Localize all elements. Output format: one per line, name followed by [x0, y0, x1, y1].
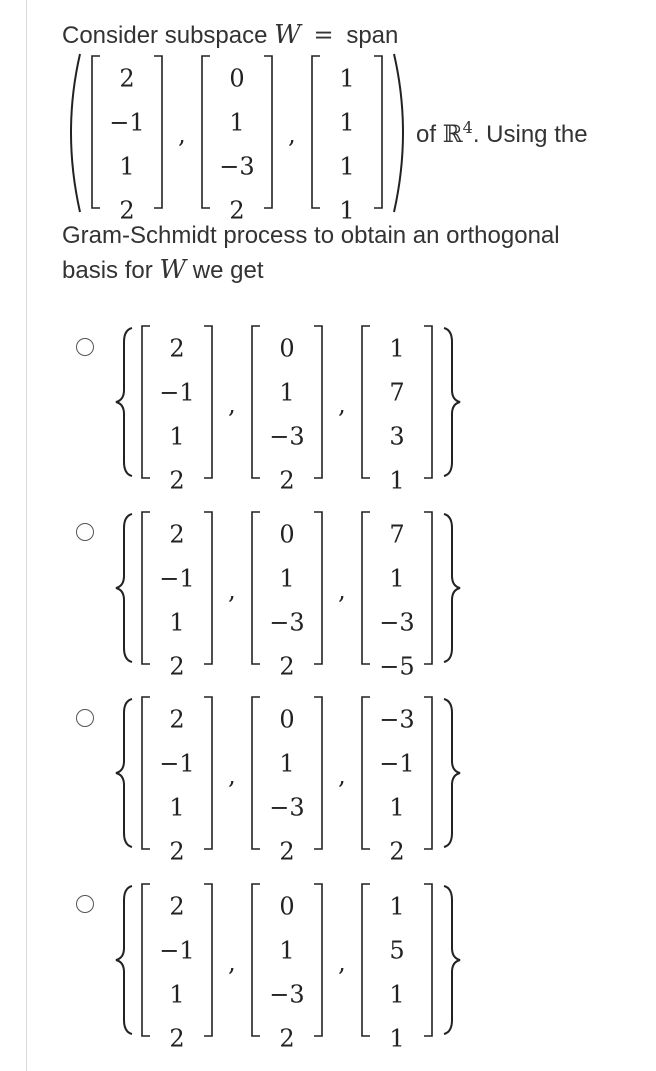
span-right-paren	[394, 54, 403, 212]
option-2-vector-1-entry-2: −1	[159, 564, 195, 593]
option-3-vector-3-entry-3: 1	[389, 793, 405, 822]
option-4-vector-3-right-bracket	[424, 884, 432, 1036]
question-line-3: Gram-Schmidt process to obtain an orthogonal	[62, 222, 560, 249]
option-2-vector-3-entry-1: 7	[389, 520, 405, 549]
option-4-vector-2-entry-4: 2	[279, 1024, 295, 1050]
equals-sign: =	[313, 21, 334, 49]
option-3-vector-1-entry-2: −1	[159, 749, 195, 778]
option-3-vector-1-entry-1: 2	[169, 705, 185, 734]
option-3-vector-1-right-bracket	[204, 697, 212, 849]
span-vector-3-entry-2: 1	[339, 108, 355, 137]
option-3-vector-2-entry-1: 0	[279, 705, 295, 734]
option-2-vector-1-entry-3: 1	[169, 608, 185, 637]
option-2-vector-3-left-bracket	[362, 512, 370, 664]
option-1-vector-3-entry-1: 1	[389, 334, 405, 363]
option-3-vector-2-right-bracket	[314, 697, 322, 849]
option-2-vector-2-entry-4: 2	[279, 652, 295, 678]
option-2-vector-1-entry-4: 2	[169, 652, 185, 678]
option-2-radio[interactable]	[76, 523, 94, 541]
option-3-vector-2-entry-2: 1	[279, 749, 295, 778]
option-2-vector-2-left-bracket	[252, 512, 260, 664]
option-4-vector-3-entry-1: 1	[389, 892, 405, 921]
option-3-vector-3-left-bracket	[362, 697, 370, 849]
option-1-vector-3-entry-4: 1	[389, 466, 405, 492]
option-4-vector-3-entry-3: 1	[389, 980, 405, 1009]
span-vector-1-entry-4: 2	[119, 196, 135, 222]
option-1-vector-3-right-bracket	[424, 326, 432, 478]
option-4-vector-3-entry-2: 5	[389, 936, 405, 965]
question-line-4-prefix: basis for	[62, 257, 153, 284]
basis-variable: W	[159, 255, 187, 285]
option-2-comma-1: ,	[228, 576, 236, 605]
real-space-symbol: ℝ	[442, 120, 463, 148]
span-vector-1-right-bracket	[154, 56, 162, 208]
span-vector-2-entry-2: 1	[229, 108, 245, 137]
option-2-vector-2-entry-3: −3	[269, 608, 305, 637]
option-3-comma-1: ,	[228, 761, 236, 790]
option-1-vector-1-right-bracket	[204, 326, 212, 478]
option-4-comma-1: ,	[228, 948, 236, 977]
span-vector-2-right-bracket	[264, 56, 272, 208]
option-4-vector-1-entry-3: 1	[169, 980, 185, 1009]
option-1-vector-2-left-bracket	[252, 326, 260, 478]
option-3-vectors[interactable]	[110, 693, 480, 863]
span-vector-2-entry-4: 2	[229, 196, 245, 222]
of-word: of	[416, 121, 437, 148]
span-vector-3-right-bracket	[374, 56, 382, 208]
option-2-vector-2-entry-1: 0	[279, 520, 295, 549]
option-1-vector-1-entry-3: 1	[169, 422, 185, 451]
option-4-right-brace	[444, 886, 460, 1034]
option-4-vector-1-entry-4: 2	[169, 1024, 185, 1050]
option-2-vector-2-entry-2: 1	[279, 564, 295, 593]
option-2-comma-2: ,	[338, 576, 346, 605]
option-3-vector-1-entry-3: 1	[169, 793, 185, 822]
option-1-radio[interactable]	[76, 338, 94, 356]
option-4-vector-2-entry-1: 0	[279, 892, 295, 921]
option-4-vector-1-entry-1: 2	[169, 892, 185, 921]
option-2-vector-1-right-bracket	[204, 512, 212, 664]
question-suffix: . Using the	[472, 121, 588, 148]
option-1-vector-2-right-bracket	[314, 326, 322, 478]
option-2-vectors[interactable]	[110, 508, 480, 678]
span-vector-2-entry-3: −3	[219, 152, 255, 181]
option-3-comma-2: ,	[338, 761, 346, 790]
option-1-vector-2-entry-4: 2	[279, 466, 295, 492]
option-1-right-brace	[444, 328, 460, 476]
span-vector-2-left-bracket	[202, 56, 210, 208]
option-3-vector-3-right-bracket	[424, 697, 432, 849]
span-vectors	[60, 52, 460, 222]
question-prefix: Consider subspace	[62, 22, 268, 49]
option-1-vector-1-entry-4: 2	[169, 466, 185, 492]
option-3-left-brace	[116, 699, 132, 847]
option-1-vector-1-entry-1: 2	[169, 334, 185, 363]
option-2-vector-3-entry-3: −3	[379, 608, 415, 637]
option-1-vector-3-entry-2: 7	[389, 378, 405, 407]
option-4-vector-3-entry-4: 1	[389, 1024, 405, 1050]
option-1-vector-3-left-bracket	[362, 326, 370, 478]
option-4-vector-3-left-bracket	[362, 884, 370, 1036]
option-3-vector-2-left-bracket	[252, 697, 260, 849]
option-4-vector-2-left-bracket	[252, 884, 260, 1036]
option-3-vector-3-entry-4: 2	[389, 837, 405, 863]
span-comma-2: ,	[288, 120, 296, 149]
span-word: span	[346, 22, 399, 49]
option-1-vector-2-entry-1: 0	[279, 334, 295, 363]
option-3-radio[interactable]	[76, 709, 94, 727]
option-4-vector-1-entry-2: −1	[159, 936, 195, 965]
span-comma-1: ,	[178, 120, 186, 149]
option-4-vector-1-left-bracket	[142, 884, 150, 1036]
option-3-vector-3-entry-2: −1	[379, 749, 415, 778]
option-4-vector-2-entry-3: −3	[269, 980, 305, 1009]
span-vector-1-entry-3: 1	[119, 152, 135, 181]
question-line-4	[62, 255, 264, 285]
option-1-comma-2: ,	[338, 390, 346, 419]
span-vector-3-entry-4: 1	[339, 196, 355, 222]
option-1-vector-2-entry-3: −3	[269, 422, 305, 451]
option-3-vector-3-entry-1: −3	[379, 705, 415, 734]
span-left-paren	[71, 54, 80, 212]
span-vector-1-left-bracket	[92, 56, 100, 208]
option-1-left-brace	[116, 328, 132, 476]
option-4-radio[interactable]	[76, 895, 94, 913]
span-vector-1-entry-2: −1	[109, 108, 145, 137]
option-4-vector-2-right-bracket	[314, 884, 322, 1036]
span-vector-2-entry-1: 0	[229, 64, 245, 93]
span-vector-3-entry-3: 1	[339, 152, 355, 181]
subspace-variable: W	[274, 20, 301, 50]
option-4-vectors[interactable]	[110, 880, 480, 1050]
option-2-right-brace	[444, 514, 460, 662]
question-line-2	[416, 118, 588, 149]
option-3-vector-1-left-bracket	[142, 697, 150, 849]
real-space-exponent: 4	[462, 118, 473, 137]
span-vector-1-entry-1: 2	[119, 64, 135, 93]
option-2-vector-1-entry-1: 2	[169, 520, 185, 549]
option-4-comma-2: ,	[338, 948, 346, 977]
span-vector-3-entry-1: 1	[339, 64, 355, 93]
span-vector-3-left-bracket	[312, 56, 320, 208]
option-1-vector-2-entry-2: 1	[279, 378, 295, 407]
left-divider	[26, 0, 27, 1071]
option-4-left-brace	[116, 886, 132, 1034]
option-3-vector-2-entry-3: −3	[269, 793, 305, 822]
option-2-vector-3-right-bracket	[424, 512, 432, 664]
option-3-vector-2-entry-4: 2	[279, 837, 295, 863]
question-line-4-suffix: we get	[192, 257, 264, 284]
option-1-vector-3-entry-3: 3	[389, 422, 405, 451]
option-1-vectors[interactable]	[110, 322, 480, 492]
option-1-comma-1: ,	[228, 390, 236, 419]
option-2-vector-2-right-bracket	[314, 512, 322, 664]
option-2-vector-3-entry-4: −5	[379, 652, 415, 678]
option-2-vector-1-left-bracket	[142, 512, 150, 664]
option-3-right-brace	[444, 699, 460, 847]
option-4-vector-1-right-bracket	[204, 884, 212, 1036]
option-1-vector-1-left-bracket	[142, 326, 150, 478]
option-2-left-brace	[116, 514, 132, 662]
option-1-vector-1-entry-2: −1	[159, 378, 195, 407]
option-3-vector-1-entry-4: 2	[169, 837, 185, 863]
option-4-vector-2-entry-2: 1	[279, 936, 295, 965]
question-line-1	[62, 20, 398, 50]
option-2-vector-3-entry-2: 1	[389, 564, 405, 593]
